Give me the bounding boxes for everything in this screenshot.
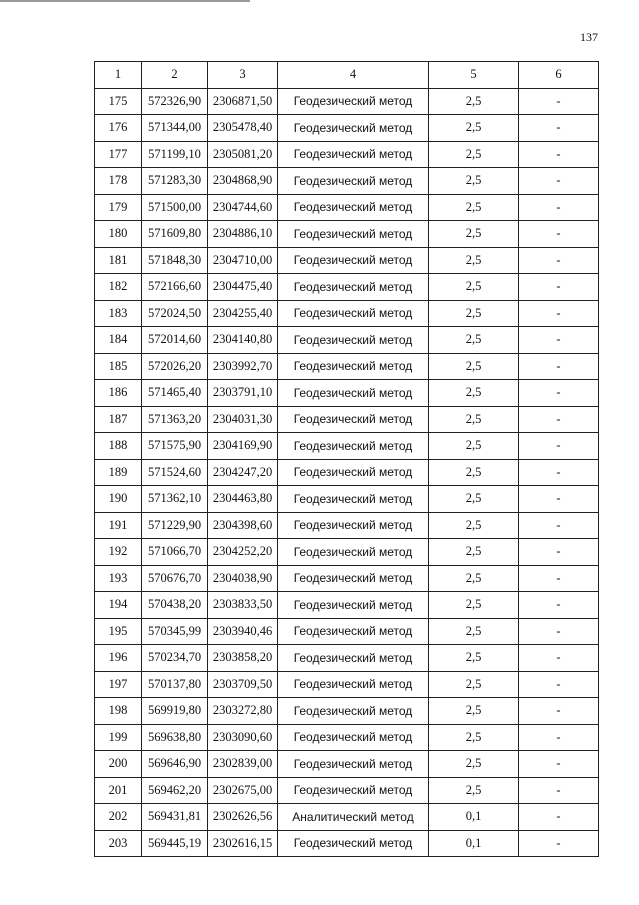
note-cell: - bbox=[519, 88, 599, 115]
x-coordinate-cell: 571524,60 bbox=[142, 459, 208, 486]
method-cell: Геодезический метод bbox=[278, 512, 429, 539]
accuracy-cell: 2,5 bbox=[429, 539, 519, 566]
method-cell: Геодезический метод bbox=[278, 539, 429, 566]
note-cell: - bbox=[519, 247, 599, 274]
accuracy-cell: 2,5 bbox=[429, 300, 519, 327]
note-cell: - bbox=[519, 168, 599, 195]
y-coordinate-cell: 2303992,70 bbox=[208, 353, 278, 380]
method-cell: Геодезический метод bbox=[278, 274, 429, 301]
table-row bbox=[95, 698, 599, 725]
x-coordinate-cell: 572014,60 bbox=[142, 327, 208, 354]
note-cell: - bbox=[519, 804, 599, 831]
method-cell: Геодезический метод bbox=[278, 592, 429, 619]
method-cell: Геодезический метод bbox=[278, 168, 429, 195]
accuracy-cell: 2,5 bbox=[429, 380, 519, 407]
note-cell: - bbox=[519, 141, 599, 168]
table-row bbox=[95, 88, 599, 115]
method-cell: Геодезический метод bbox=[278, 380, 429, 407]
note-cell: - bbox=[519, 353, 599, 380]
point-number-cell: 175 bbox=[95, 88, 142, 115]
accuracy-cell: 2,5 bbox=[429, 433, 519, 460]
accuracy-cell: 2,5 bbox=[429, 406, 519, 433]
table-row bbox=[95, 459, 599, 486]
x-coordinate-cell: 571848,30 bbox=[142, 247, 208, 274]
point-number-cell: 192 bbox=[95, 539, 142, 566]
method-cell: Геодезический метод bbox=[278, 459, 429, 486]
point-number-cell: 195 bbox=[95, 618, 142, 645]
point-number-cell: 179 bbox=[95, 194, 142, 221]
table-row bbox=[95, 141, 599, 168]
point-number-cell: 185 bbox=[95, 353, 142, 380]
point-number-cell: 189 bbox=[95, 459, 142, 486]
method-cell: Геодезический метод bbox=[278, 565, 429, 592]
y-coordinate-cell: 2304252,20 bbox=[208, 539, 278, 566]
method-cell: Геодезический метод bbox=[278, 221, 429, 248]
y-coordinate-cell: 2305081,20 bbox=[208, 141, 278, 168]
point-number-cell: 176 bbox=[95, 115, 142, 142]
x-coordinate-cell: 572024,50 bbox=[142, 300, 208, 327]
y-coordinate-cell: 2303272,80 bbox=[208, 698, 278, 725]
y-coordinate-cell: 2303090,60 bbox=[208, 724, 278, 751]
note-cell: - bbox=[519, 512, 599, 539]
y-coordinate-cell: 2304744,60 bbox=[208, 194, 278, 221]
method-cell: Геодезический метод bbox=[278, 751, 429, 778]
accuracy-cell: 2,5 bbox=[429, 88, 519, 115]
y-coordinate-cell: 2303709,50 bbox=[208, 671, 278, 698]
table-row bbox=[95, 751, 599, 778]
point-number-cell: 202 bbox=[95, 804, 142, 831]
method-cell: Геодезический метод bbox=[278, 247, 429, 274]
y-coordinate-cell: 2304886,10 bbox=[208, 221, 278, 248]
method-cell: Геодезический метод bbox=[278, 327, 429, 354]
y-coordinate-cell: 2304475,40 bbox=[208, 274, 278, 301]
table-row bbox=[95, 512, 599, 539]
accuracy-cell: 2,5 bbox=[429, 115, 519, 142]
table-row bbox=[95, 194, 599, 221]
point-number-cell: 182 bbox=[95, 274, 142, 301]
y-coordinate-cell: 2302626,56 bbox=[208, 804, 278, 831]
x-coordinate-cell: 570137,80 bbox=[142, 671, 208, 698]
table-row bbox=[95, 539, 599, 566]
note-cell: - bbox=[519, 115, 599, 142]
point-number-cell: 197 bbox=[95, 671, 142, 698]
y-coordinate-cell: 2303833,50 bbox=[208, 592, 278, 619]
point-number-cell: 199 bbox=[95, 724, 142, 751]
point-number-cell: 181 bbox=[95, 247, 142, 274]
x-coordinate-cell: 570676,70 bbox=[142, 565, 208, 592]
table-row bbox=[95, 300, 599, 327]
accuracy-cell: 2,5 bbox=[429, 274, 519, 301]
table-row bbox=[95, 830, 599, 857]
table-header-row bbox=[95, 62, 599, 89]
y-coordinate-cell: 2304868,90 bbox=[208, 168, 278, 195]
table-row bbox=[95, 671, 599, 698]
note-cell: - bbox=[519, 565, 599, 592]
point-number-cell: 196 bbox=[95, 645, 142, 672]
accuracy-cell: 2,5 bbox=[429, 592, 519, 619]
method-cell: Геодезический метод bbox=[278, 194, 429, 221]
header-cell: 6 bbox=[519, 62, 599, 89]
y-coordinate-cell: 2303940,46 bbox=[208, 618, 278, 645]
table-row bbox=[95, 804, 599, 831]
x-coordinate-cell: 572026,20 bbox=[142, 353, 208, 380]
x-coordinate-cell: 571609,80 bbox=[142, 221, 208, 248]
x-coordinate-cell: 570438,20 bbox=[142, 592, 208, 619]
top-edge-rule bbox=[0, 0, 250, 2]
method-cell: Геодезический метод bbox=[278, 88, 429, 115]
accuracy-cell: 2,5 bbox=[429, 459, 519, 486]
note-cell: - bbox=[519, 194, 599, 221]
method-cell: Геодезический метод bbox=[278, 618, 429, 645]
x-coordinate-cell: 572326,90 bbox=[142, 88, 208, 115]
point-number-cell: 177 bbox=[95, 141, 142, 168]
x-coordinate-cell: 572166,60 bbox=[142, 274, 208, 301]
method-cell: Геодезический метод bbox=[278, 141, 429, 168]
y-coordinate-cell: 2304463,80 bbox=[208, 486, 278, 513]
note-cell: - bbox=[519, 698, 599, 725]
y-coordinate-cell: 2304031,30 bbox=[208, 406, 278, 433]
accuracy-cell: 2,5 bbox=[429, 486, 519, 513]
accuracy-cell: 2,5 bbox=[429, 565, 519, 592]
x-coordinate-cell: 570345,99 bbox=[142, 618, 208, 645]
point-number-cell: 201 bbox=[95, 777, 142, 804]
table-row bbox=[95, 433, 599, 460]
x-coordinate-cell: 569462,20 bbox=[142, 777, 208, 804]
y-coordinate-cell: 2302675,00 bbox=[208, 777, 278, 804]
accuracy-cell: 2,5 bbox=[429, 194, 519, 221]
accuracy-cell: 2,5 bbox=[429, 141, 519, 168]
y-coordinate-cell: 2304038,90 bbox=[208, 565, 278, 592]
x-coordinate-cell: 569638,80 bbox=[142, 724, 208, 751]
note-cell: - bbox=[519, 751, 599, 778]
point-number-cell: 184 bbox=[95, 327, 142, 354]
point-number-cell: 188 bbox=[95, 433, 142, 460]
table-row bbox=[95, 645, 599, 672]
x-coordinate-cell: 569646,90 bbox=[142, 751, 208, 778]
accuracy-cell: 2,5 bbox=[429, 751, 519, 778]
table-body bbox=[95, 88, 599, 857]
accuracy-cell: 2,5 bbox=[429, 645, 519, 672]
point-number-cell: 183 bbox=[95, 300, 142, 327]
table-row bbox=[95, 565, 599, 592]
y-coordinate-cell: 2304710,00 bbox=[208, 247, 278, 274]
point-number-cell: 194 bbox=[95, 592, 142, 619]
note-cell: - bbox=[519, 724, 599, 751]
x-coordinate-cell: 571066,70 bbox=[142, 539, 208, 566]
x-coordinate-cell: 569919,80 bbox=[142, 698, 208, 725]
note-cell: - bbox=[519, 539, 599, 566]
page-number: 137 bbox=[580, 30, 598, 44]
method-cell: Геодезический метод bbox=[278, 698, 429, 725]
point-number-cell: 187 bbox=[95, 406, 142, 433]
table-row bbox=[95, 724, 599, 751]
accuracy-cell: 2,5 bbox=[429, 512, 519, 539]
header-cell: 1 bbox=[95, 62, 142, 89]
x-coordinate-cell: 569431,81 bbox=[142, 804, 208, 831]
table-row bbox=[95, 327, 599, 354]
accuracy-cell: 0,1 bbox=[429, 830, 519, 857]
table-row bbox=[95, 168, 599, 195]
x-coordinate-cell: 571500,00 bbox=[142, 194, 208, 221]
header-cell: 5 bbox=[429, 62, 519, 89]
accuracy-cell: 2,5 bbox=[429, 353, 519, 380]
note-cell: - bbox=[519, 327, 599, 354]
x-coordinate-cell: 571344,00 bbox=[142, 115, 208, 142]
y-coordinate-cell: 2304169,90 bbox=[208, 433, 278, 460]
note-cell: - bbox=[519, 830, 599, 857]
y-coordinate-cell: 2304247,20 bbox=[208, 459, 278, 486]
note-cell: - bbox=[519, 777, 599, 804]
table-row bbox=[95, 592, 599, 619]
point-number-cell: 200 bbox=[95, 751, 142, 778]
y-coordinate-cell: 2303791,10 bbox=[208, 380, 278, 407]
accuracy-cell: 2,5 bbox=[429, 247, 519, 274]
table-row bbox=[95, 777, 599, 804]
point-number-cell: 180 bbox=[95, 221, 142, 248]
method-cell: Геодезический метод bbox=[278, 115, 429, 142]
accuracy-cell: 2,5 bbox=[429, 698, 519, 725]
note-cell: - bbox=[519, 459, 599, 486]
note-cell: - bbox=[519, 592, 599, 619]
accuracy-cell: 2,5 bbox=[429, 671, 519, 698]
method-cell: Геодезический метод bbox=[278, 830, 429, 857]
y-coordinate-cell: 2304398,60 bbox=[208, 512, 278, 539]
table-row bbox=[95, 380, 599, 407]
accuracy-cell: 2,5 bbox=[429, 221, 519, 248]
header-cell: 3 bbox=[208, 62, 278, 89]
method-cell: Аналитический метод bbox=[278, 804, 429, 831]
table-row bbox=[95, 406, 599, 433]
point-number-cell: 178 bbox=[95, 168, 142, 195]
y-coordinate-cell: 2304140,80 bbox=[208, 327, 278, 354]
note-cell: - bbox=[519, 380, 599, 407]
x-coordinate-cell: 571229,90 bbox=[142, 512, 208, 539]
x-coordinate-cell: 571575,90 bbox=[142, 433, 208, 460]
y-coordinate-cell: 2302616,15 bbox=[208, 830, 278, 857]
x-coordinate-cell: 570234,70 bbox=[142, 645, 208, 672]
header-cell: 4 bbox=[278, 62, 429, 89]
note-cell: - bbox=[519, 486, 599, 513]
accuracy-cell: 2,5 bbox=[429, 327, 519, 354]
method-cell: Геодезический метод bbox=[278, 353, 429, 380]
accuracy-cell: 2,5 bbox=[429, 168, 519, 195]
coordinates-table bbox=[94, 61, 599, 857]
accuracy-cell: 2,5 bbox=[429, 618, 519, 645]
note-cell: - bbox=[519, 433, 599, 460]
table-row bbox=[95, 486, 599, 513]
point-number-cell: 198 bbox=[95, 698, 142, 725]
method-cell: Геодезический метод bbox=[278, 406, 429, 433]
method-cell: Геодезический метод bbox=[278, 433, 429, 460]
x-coordinate-cell: 571283,30 bbox=[142, 168, 208, 195]
note-cell: - bbox=[519, 274, 599, 301]
x-coordinate-cell: 571465,40 bbox=[142, 380, 208, 407]
x-coordinate-cell: 571199,10 bbox=[142, 141, 208, 168]
note-cell: - bbox=[519, 221, 599, 248]
method-cell: Геодезический метод bbox=[278, 671, 429, 698]
point-number-cell: 186 bbox=[95, 380, 142, 407]
y-coordinate-cell: 2304255,40 bbox=[208, 300, 278, 327]
method-cell: Геодезический метод bbox=[278, 724, 429, 751]
note-cell: - bbox=[519, 645, 599, 672]
table-row bbox=[95, 353, 599, 380]
y-coordinate-cell: 2303858,20 bbox=[208, 645, 278, 672]
table-row bbox=[95, 274, 599, 301]
y-coordinate-cell: 2306871,50 bbox=[208, 88, 278, 115]
method-cell: Геодезический метод bbox=[278, 486, 429, 513]
table-row bbox=[95, 221, 599, 248]
x-coordinate-cell: 569445,19 bbox=[142, 830, 208, 857]
header-cell: 2 bbox=[142, 62, 208, 89]
y-coordinate-cell: 2302839,00 bbox=[208, 751, 278, 778]
accuracy-cell: 2,5 bbox=[429, 777, 519, 804]
point-number-cell: 191 bbox=[95, 512, 142, 539]
method-cell: Геодезический метод bbox=[278, 777, 429, 804]
point-number-cell: 190 bbox=[95, 486, 142, 513]
method-cell: Геодезический метод bbox=[278, 300, 429, 327]
accuracy-cell: 0,1 bbox=[429, 804, 519, 831]
point-number-cell: 193 bbox=[95, 565, 142, 592]
note-cell: - bbox=[519, 671, 599, 698]
y-coordinate-cell: 2305478,40 bbox=[208, 115, 278, 142]
table-row bbox=[95, 618, 599, 645]
accuracy-cell: 2,5 bbox=[429, 724, 519, 751]
method-cell: Геодезический метод bbox=[278, 645, 429, 672]
point-number-cell: 203 bbox=[95, 830, 142, 857]
table-row bbox=[95, 247, 599, 274]
table-row bbox=[95, 115, 599, 142]
x-coordinate-cell: 571363,20 bbox=[142, 406, 208, 433]
note-cell: - bbox=[519, 618, 599, 645]
note-cell: - bbox=[519, 300, 599, 327]
note-cell: - bbox=[519, 406, 599, 433]
x-coordinate-cell: 571362,10 bbox=[142, 486, 208, 513]
